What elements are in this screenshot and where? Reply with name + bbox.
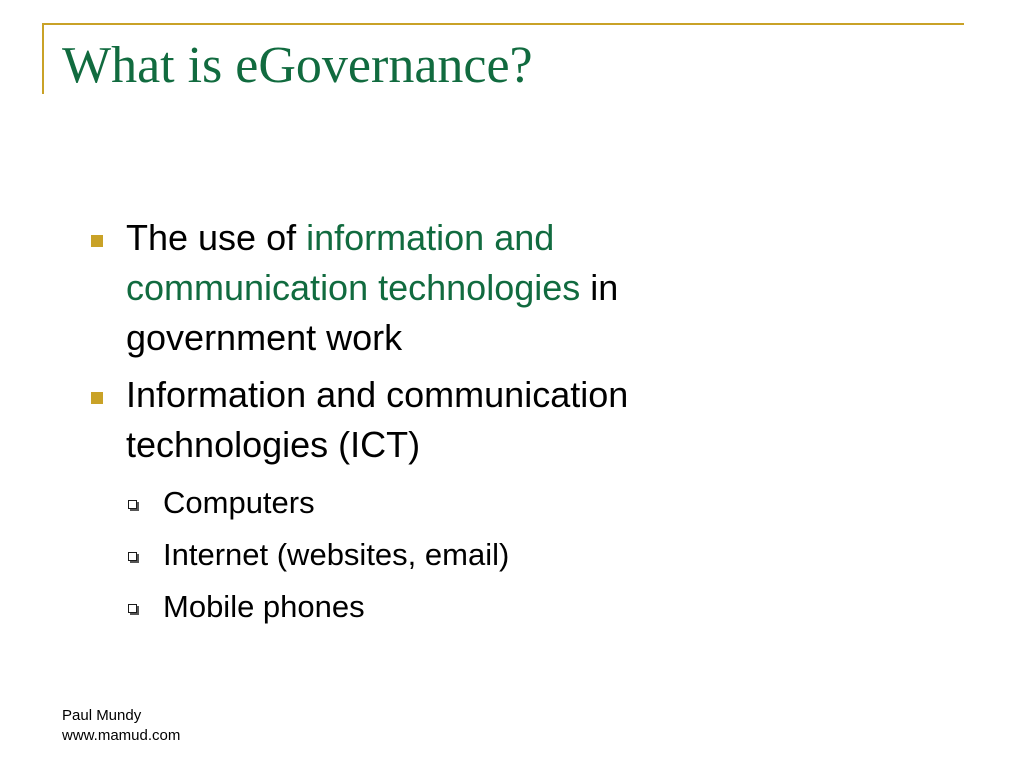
bullet-text-line3: government work xyxy=(126,317,403,358)
left-rule xyxy=(42,23,44,94)
bullet-text-tail: in xyxy=(580,267,619,308)
hollow-square-bullet-icon xyxy=(128,604,137,613)
slide-footer xyxy=(62,706,180,746)
footer-website: www.mamud.com xyxy=(62,727,181,744)
bullet-text-line2: technologies (ICT) xyxy=(126,424,421,465)
square-bullet-icon xyxy=(91,235,103,247)
bullet-highlight-1: information and xyxy=(306,217,555,258)
sub-bullet-list xyxy=(85,477,785,633)
hollow-square-bullet-icon xyxy=(128,552,137,561)
bullet-item-ict-use xyxy=(85,213,785,363)
hollow-square-bullet-icon xyxy=(128,500,137,509)
bullet-item-ict-definition xyxy=(85,370,785,470)
slide-title: What is eGovernance? xyxy=(62,37,533,94)
sub-item-label: Computers xyxy=(163,485,315,520)
bullet-text-lead: The use of xyxy=(126,217,307,258)
sub-item-computers xyxy=(85,477,785,529)
top-rule xyxy=(42,23,964,25)
bullet-text-line1: Information and communication xyxy=(126,374,629,415)
slide-content xyxy=(85,213,785,633)
sub-item-label: Internet (websites, email) xyxy=(163,537,510,572)
bullet-highlight-2: communication technologies xyxy=(126,267,581,308)
square-bullet-icon xyxy=(91,392,103,404)
sub-item-label: Mobile phones xyxy=(163,589,365,624)
sub-item-mobile-phones xyxy=(85,581,785,633)
footer-author: Paul Mundy xyxy=(62,707,142,724)
sub-item-internet xyxy=(85,529,785,581)
